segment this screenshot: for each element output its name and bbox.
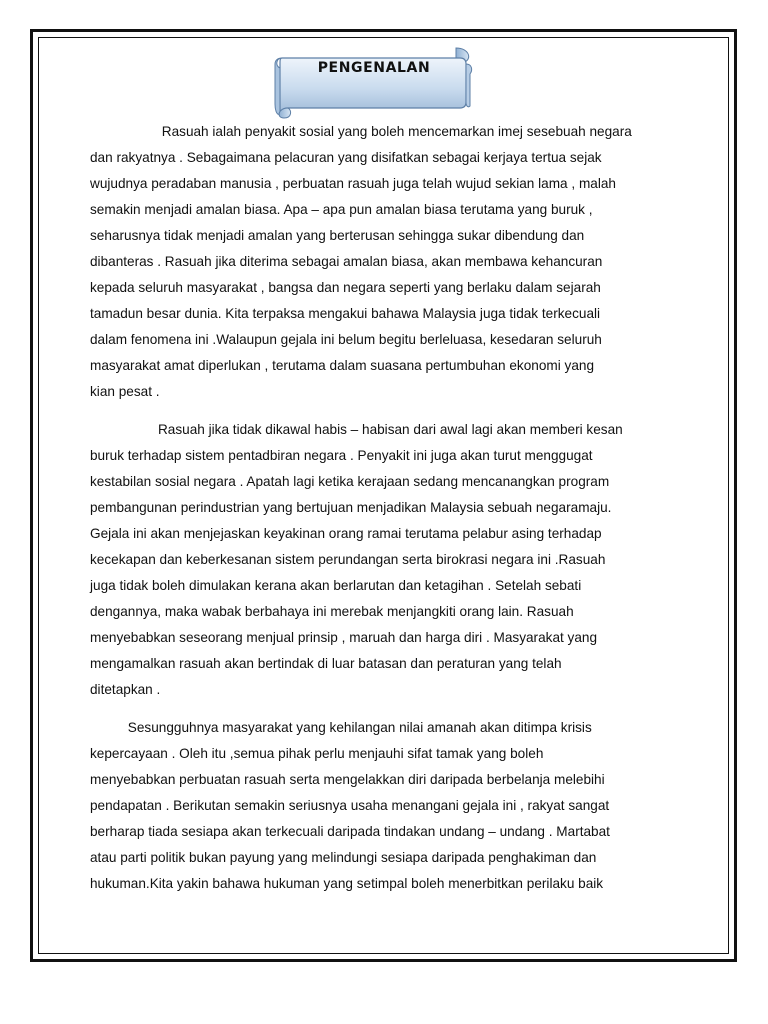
- paragraph-3: [90, 715, 676, 897]
- paragraph-indent: [90, 720, 128, 735]
- paragraph-line: kepercayaan . Oleh itu ,semua pihak perlu menjauhi sifat tamak yang boleh: [90, 746, 544, 761]
- paragraph-line: pendapatan . Berikutan semakin seriusnya usaha menangani gejala ini , rakyat sangat: [90, 798, 610, 813]
- paragraph-line: buruk terhadap sistem pentadbiran negara . Penyakit ini juga akan turut menggugat: [90, 448, 593, 463]
- paragraph-1: [90, 119, 676, 405]
- paragraph-line: masyarakat amat diperlukan , terutama dalam suasana pertumbuhan ekonomi yang: [90, 358, 595, 373]
- paragraph-line: seharusnya tidak menjadi amalan yang berterusan sehingga sukar dibendung dan: [90, 228, 585, 243]
- paragraph-line: Gejala ini akan menjejaskan keyakinan orang ramai terutama pelabur asing terhadap: [90, 526, 602, 541]
- scroll-banner-graphic: [272, 46, 476, 120]
- paragraph-line: ditetapkan .: [90, 682, 161, 697]
- paragraph-line: kian pesat .: [90, 384, 160, 399]
- page-title: PENGENALAN: [317, 60, 431, 76]
- paragraph-2: [90, 417, 676, 703]
- title-scroll-banner: [272, 46, 476, 120]
- paragraph-line: tamadun besar dunia. Kita terpaksa mengakui bahawa Malaysia juga tidak terkecuali: [90, 306, 601, 321]
- paragraph-line: dan rakyatnya . Sebagaimana pelacuran yang disifatkan sebagai kerjaya tertua sejak: [90, 150, 602, 165]
- paragraph-line: pembangunan perindustrian yang bertujuan menjadikan Malaysia sebuah negaramaju.: [90, 500, 612, 515]
- paragraph-line: menyebabkan perbuatan rasuah serta mengelakkan diri daripada berbelanja melebihi: [90, 772, 605, 787]
- paragraph-line: atau parti politik bukan payung yang melindungi sesiapa daripada penghakiman dan: [90, 850, 597, 865]
- paragraph-line: Rasuah jika tidak dikawal habis – habisan dari awal lagi akan memberi kesan: [90, 417, 676, 443]
- document-body: [90, 119, 676, 909]
- paragraph-line: dibanteras . Rasuah jika diterima sebagai amalan biasa, akan membawa kehancuran: [90, 254, 603, 269]
- paragraph-line: menyebabkan seseorang menjual prinsip , maruah dan harga diri . Masyarakat yang: [90, 630, 598, 645]
- paragraph-indent: [90, 422, 158, 437]
- paragraph-line: kepada seluruh masyarakat , bangsa dan negara seperti yang berlaku dalam sejarah: [90, 280, 601, 295]
- paragraph-line: hukuman.Kita yakin bahawa hukuman yang setimpal boleh menerbitkan perilaku baik: [90, 876, 604, 891]
- paragraph-line: Sesungguhnya masyarakat yang kehilangan nilai amanah akan ditimpa krisis: [90, 715, 676, 741]
- paragraph-line: semakin menjadi amalan biasa. Apa – apa pun amalan biasa terutama yang buruk ,: [90, 202, 593, 217]
- paragraph-line: dengannya, maka wabak berbahaya ini merebak menjangkiti orang lain. Rasuah: [90, 604, 574, 619]
- paragraph-line: berharap tiada sesiapa akan terkecuali daripada tindakan undang – undang . Martabat: [90, 824, 610, 839]
- paragraph-line: mengamalkan rasuah akan bertindak di luar batasan dan peraturan yang telah: [90, 656, 562, 671]
- paragraph-line: kecekapan dan keberkesanan sistem perundangan serta birokrasi negara ini .Rasuah: [90, 552, 606, 567]
- paragraph-line: dalam fenomena ini .Walaupun gejala ini belum begitu berleluasa, kesedaran seluruh: [90, 332, 602, 347]
- paragraph-line: juga tidak boleh dimulakan kerana akan berlarutan dan ketagihan . Setelah sebati: [90, 578, 582, 593]
- paragraph-indent: [90, 124, 162, 139]
- paragraph-line: wujudnya peradaban manusia , perbuatan rasuah juga telah wujud sekian lama , malah: [90, 176, 616, 191]
- paragraph-line: Rasuah ialah penyakit sosial yang boleh mencemarkan imej sesebuah negara: [90, 119, 676, 145]
- paragraph-line: kestabilan sosial negara . Apatah lagi ketika kerajaan sedang mencanangkan program: [90, 474, 610, 489]
